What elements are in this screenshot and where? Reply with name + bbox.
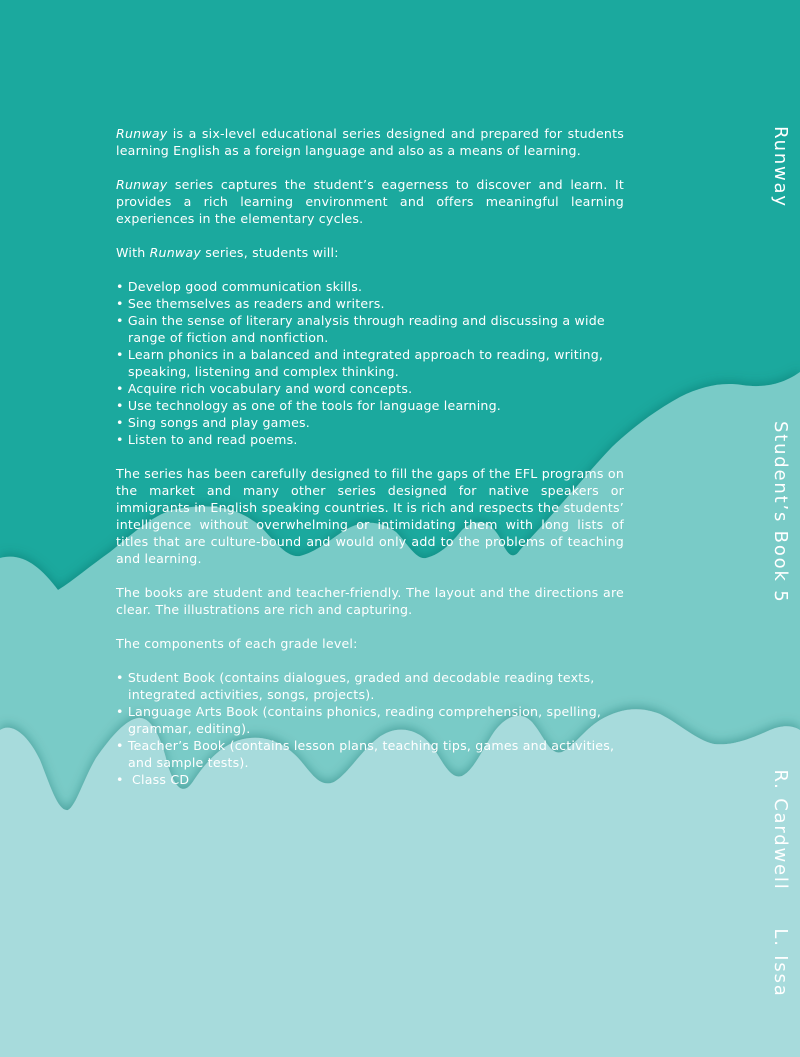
list-item: • Student Book (contains dialogues, graded and decodable reading texts, integrated activities, songs, projects). (116, 669, 624, 703)
list-item: • Use technology as one of the tools for language learning. (116, 397, 624, 414)
intro-text: is a six-level educational series designed and prepared for students learning English as a foreign language and also as a means of learning. (116, 126, 624, 158)
friendly-paragraph: The books are student and teacher-friendly. The layout and the directions are clear. The illustrations are rich and capturing. (116, 585, 624, 617)
gaps-paragraph: The series has been carefully designed to fill the gaps of the EFL programs on the market and many other series designed for native speakers or immigrants in English speaking countries. It is rich and respects the students’ intelligence without overwhelming or intimidating them with long lists of titles that are culture-bound and would only add to the problems of teaching and learning. (116, 466, 624, 566)
spine-author-2: L. Issa (770, 928, 791, 998)
students-will-suffix: series, students will: (201, 245, 339, 260)
list-item: • Acquire rich vocabulary and word concepts. (116, 380, 624, 397)
series-name-italic: Runway (116, 177, 168, 192)
spine-book-title: Student’s Book 5 (770, 421, 791, 604)
spacer (116, 159, 624, 176)
list-item: • See themselves as readers and writers. (116, 295, 624, 312)
eagerness-paragraph (116, 176, 624, 227)
list-item: • Gain the sense of literary analysis through reading and discussing a wide range of fiction and nonfiction. (116, 312, 624, 346)
spacer (116, 567, 624, 584)
list-item: • Language Arts Book (contains phonics, reading comprehension, spelling, grammar, editing). (116, 703, 624, 737)
spacer (116, 261, 624, 278)
components-heading: The components of each grade level: (116, 636, 358, 651)
spacer (116, 227, 624, 244)
eagerness-text: series captures the student’s eagerness to discover and learn. It provides a rich learning environment and offers meaningful learning experiences in the elementary cycles. (116, 177, 624, 226)
spacer (116, 652, 624, 669)
students-will-paragraph (116, 244, 624, 261)
list-item: • Teacher’s Book (contains lesson plans, teaching tips, games and activities, and sample tests). (116, 737, 624, 771)
series-name-italic: Runway (116, 126, 168, 141)
list-item: • Sing songs and play games. (116, 414, 624, 431)
list-item: • Develop good communication skills. (116, 278, 624, 295)
list-item: • Listen to and read poems. (116, 431, 624, 448)
benefits-list (116, 278, 624, 448)
students-will-prefix: With (116, 245, 150, 260)
series-name-italic: Runway (149, 245, 201, 260)
spine-series-title: Runway (770, 126, 791, 208)
intro-paragraph (116, 125, 624, 159)
spacer (116, 448, 624, 465)
list-item: • Class CD (116, 771, 624, 788)
spacer (116, 618, 624, 635)
list-item: • Learn phonics in a balanced and integrated approach to reading, writing, speaking, listening and complex thinking. (116, 346, 624, 380)
spine-author-1: R. Cardwell (770, 769, 791, 891)
components-list (116, 669, 624, 788)
back-cover-description (116, 125, 624, 788)
